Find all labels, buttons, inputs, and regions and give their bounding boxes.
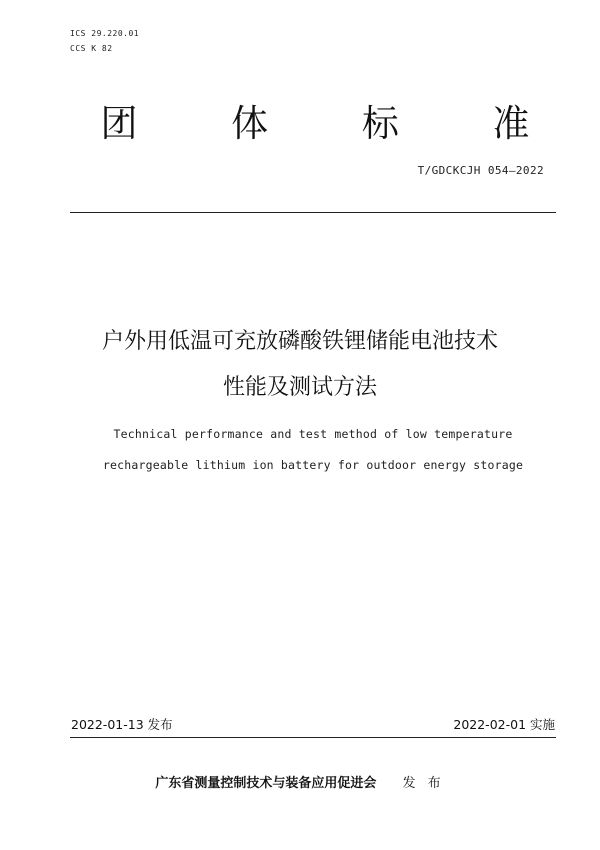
issuer-line xyxy=(0,774,600,794)
implement-date: 2022-02-01 实施 xyxy=(453,717,555,732)
top-divider xyxy=(70,212,556,213)
doc-type-char: 准 xyxy=(492,102,530,145)
english-title-line-2: rechargeable lithium ion battery for outdoor energy storage xyxy=(102,458,524,472)
document-type-heading xyxy=(95,98,535,150)
chinese-title-line-1: 户外用低温可充放磷酸铁锂储能电池技术 xyxy=(101,329,498,354)
standard-number: T/GDCKCJH 054—2022 xyxy=(417,164,544,177)
chinese-title-line-2: 性能及测试方法 xyxy=(222,375,377,400)
english-title-line-1: Technical performance and test method of low temperature xyxy=(113,427,513,441)
ics-code: ICS 29.220.01 xyxy=(70,29,140,38)
doc-type-char: 体 xyxy=(231,102,269,145)
bottom-divider xyxy=(70,737,556,738)
doc-type-char: 团 xyxy=(100,102,138,145)
ccs-code: CCS K 82 xyxy=(70,44,113,53)
issuer-name: 广东省测量控制技术与装备应用促进会 xyxy=(155,776,377,791)
publish-date: 2022-01-13 发布 xyxy=(71,717,173,732)
classification-codes xyxy=(70,26,139,56)
issue-action: 发 布 xyxy=(402,776,445,791)
doc-type-char: 标 xyxy=(361,102,399,145)
